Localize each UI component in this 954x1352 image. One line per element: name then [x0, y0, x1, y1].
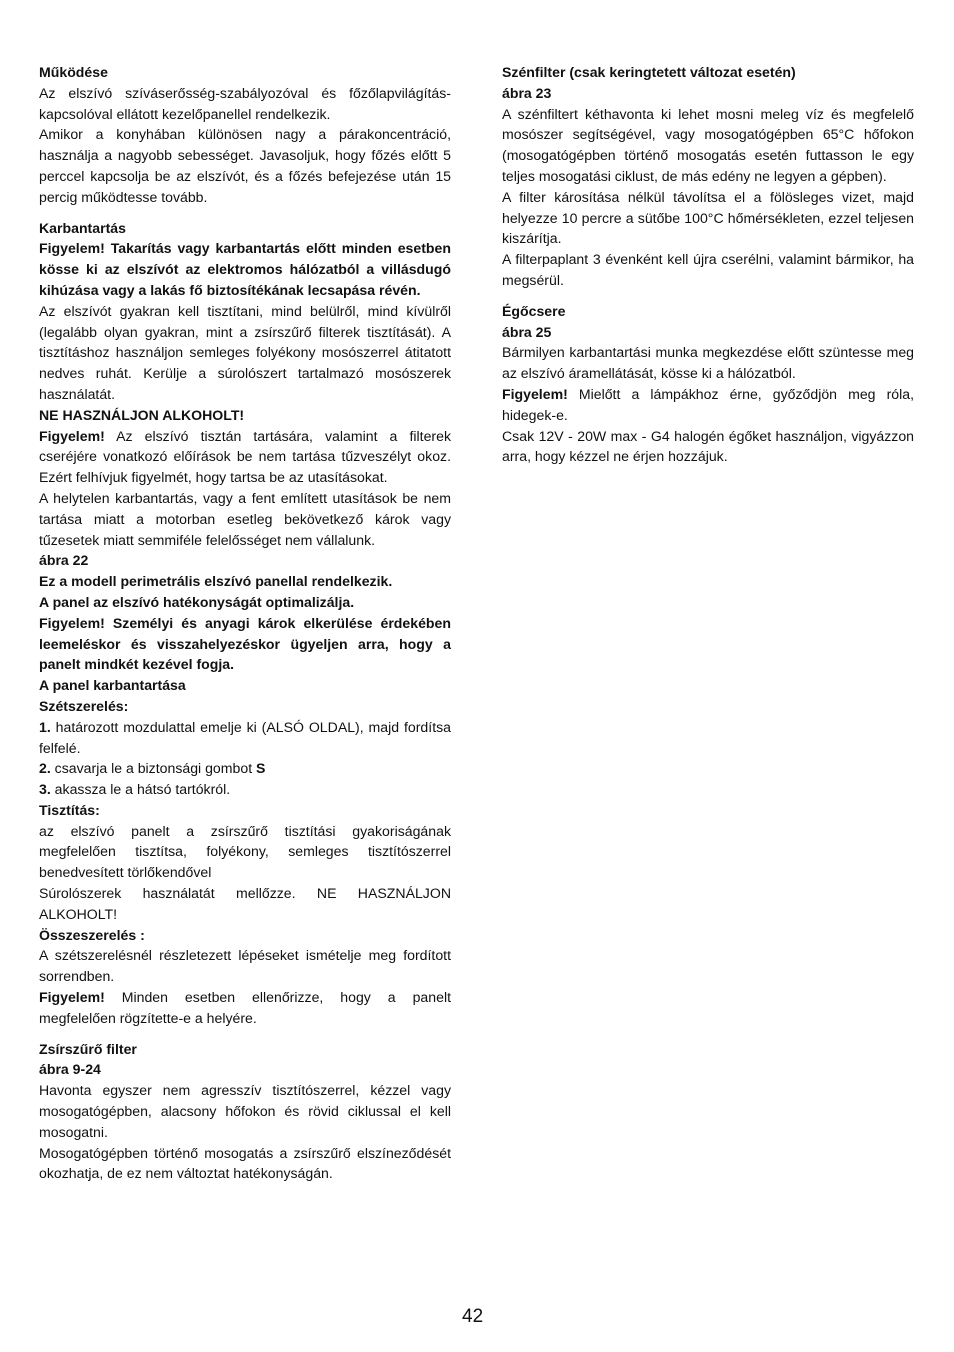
step-text: határozott mozdulattal emelje ki (ALSÓ OLDAL), majd fordítsa felfelé.	[39, 718, 451, 756]
section-title-karbantartas: Karbantartás	[39, 219, 126, 236]
step-number: 3.	[39, 781, 51, 798]
subsection-title: Szétszerelés:	[39, 697, 129, 714]
warning-paragraph: Figyelem! Takarítás vagy karbantartás előtt minden esetben kösse ki az elszívót az elektromos hálózatból a villásdugó kihúzása vagy a lakás fő biztosítékának lecsapása révén.	[39, 240, 451, 298]
step-item	[39, 758, 451, 779]
panel-warning: Figyelem! Személyi és anyagi károk elkerülése érdekében leemeléskor és visszahelyezéskor ügyeljen arra, hogy a panelt mindkét kezével fogja.	[39, 614, 451, 673]
page-number: 42	[462, 1306, 484, 1327]
step-text: csavarja le a biztonsági gombot	[50, 760, 257, 777]
paragraph: A helytelen karbantartás, vagy a fent említett utasítások be nem tartása miatt a motorban esetleg bekövetkező károk vagy tűzesetek miatt semmiféle felelősséget nem vállalunk.	[39, 489, 451, 548]
left-column	[39, 62, 451, 1184]
paragraph: Bármilyen karbantartási munka megkezdése előtt szüntesse meg az elszívó áramellátását, kösse ki a hálózatból.	[502, 344, 914, 382]
paragraph: az elszívó panelt a zsírszűrő tisztítási gyakoriságának megfelelően tisztítsa, folyékony, semleges tisztítószerrel benedvesített törlőkendővel	[39, 822, 451, 881]
step-item	[39, 779, 451, 800]
paragraph	[502, 384, 914, 426]
paragraph	[39, 426, 451, 488]
paragraph: Súrolószerek használatát mellőzze. NE HASZNÁLJON ALKOHOLT!	[39, 885, 451, 922]
section-title-mukodese: Működése	[39, 64, 108, 80]
paragraph: Csak 12V - 20W max - G4 halogén égőket használjon, vigyázzon arra, hogy kézzel ne érjen hozzájuk.	[502, 427, 914, 465]
paragraph: Havonta egyszer nem agresszív tisztítószerrel, kézzel vagy mosogatógépben, alacsony hőfokon és rövid ciklussal el kell mosogatni.	[39, 1082, 451, 1140]
paragraph: A szétszerelésnél részletezett lépéseket ismételje meg fordított sorrendben.	[39, 947, 451, 985]
subsection-title: Összeszerelés :	[39, 926, 145, 943]
paragraph-text: Minden esetben ellenőrizze, hogy a panelt megfelelően rögzítette-e a helyére.	[39, 989, 451, 1026]
figure-reference: ábra 23	[502, 84, 552, 101]
step-symbol: S	[256, 760, 266, 777]
panel-info-line: Ez a modell perimetrális elszívó panellal rendelkezik.	[39, 573, 393, 590]
paragraph: Az elszívó szíváserősség-szabályozóval és főzőlapvilágítás-kapcsolóval ellátott kezelőpanellel rendelkezik.	[39, 84, 451, 122]
subsection-title: Tisztítás:	[39, 801, 100, 818]
figure-reference: ábra 9-24	[39, 1061, 101, 1078]
paragraph: A filterpaplant 3 évenként kell újra cserélni, valamint bármikor, ha megsérül.	[502, 251, 914, 288]
right-column	[502, 62, 914, 467]
paragraph: Az elszívót gyakran kell tisztítani, mind belülről, mind kívülről (legalább olyan gyakran, mint a zsírszűrő filterek tisztítását). A tisztításhoz használjon semleges folyékony mosószerrel átitatott nedves ruhát. Kerülje a súrolószert tartalmazó mosószerek használatát.	[39, 302, 451, 402]
section-title-egocsere: Égőcsere	[502, 302, 566, 319]
paragraph: A filter károsítása nélkül távolítsa el a fölösleges vizet, majd helyezze 10 percre a sütőbe 100°C hőmérsékleten, ezzel teljesen kiszárítja.	[502, 188, 914, 247]
panel-info-line: A panel az elszívó hatékonyságát optimalizálja.	[39, 593, 355, 610]
figure-reference: ábra 25	[502, 323, 552, 340]
paragraph: Amikor a konyhában különösen nagy a párakoncentráció, használja a nagyobb sebességet. Javasoljuk, hogy főzés előtt 5 perccel kapcsolja be az elszívót, és a főzés befejezése után 15 percig működtesse tovább.	[39, 126, 451, 205]
paragraph: A szénfiltert kéthavonta ki lehet mosni meleg víz és megfelelő mosószer segítségével, vagy mosogatógépben 65°C hőfokon (mosogatógépben történő mosogatás esetén futtasson le egy teljes mosogatási ciklust, de más edény ne legyen a gépben).	[502, 105, 914, 184]
paragraph: Mosogatógépben történő mosogatás a zsírszűrő elszíneződését okozhatja, de ez nem változtat hatékonyságán.	[39, 1144, 451, 1182]
figyelem-label: Figyelem!	[502, 385, 568, 402]
no-alcohol-warning: NE HASZNÁLJON ALKOHOLT!	[39, 406, 245, 423]
figyelem-label: Figyelem!	[39, 427, 105, 444]
paragraph-text: Az elszívó tisztán tartására, valamint a filterek cseréjére vonatkozó előírások be nem tartása tűzveszélyt okoz. Ezért felhívjuk figyelmét, hogy tartsa be az utasításokat.	[39, 427, 451, 486]
section-title-szenfilter: Szénfilter (csak keringtetett változat esetén)	[502, 64, 796, 80]
subsection-title: A panel karbantartása	[39, 677, 186, 694]
figyelem-label: Figyelem!	[39, 989, 105, 1006]
step-number: 2.	[39, 760, 51, 777]
figure-reference: ábra 22	[39, 552, 89, 569]
step-number: 1.	[39, 718, 51, 735]
section-title-zsirszuro: Zsírszűrő filter	[39, 1040, 137, 1057]
paragraph	[39, 987, 451, 1029]
step-text: akassza le a hátsó tartókról.	[50, 781, 231, 798]
paragraph-text: Mielőtt a lámpákhoz érne, győződjön meg róla, hidegek-e.	[502, 385, 914, 423]
step-item	[39, 717, 451, 759]
